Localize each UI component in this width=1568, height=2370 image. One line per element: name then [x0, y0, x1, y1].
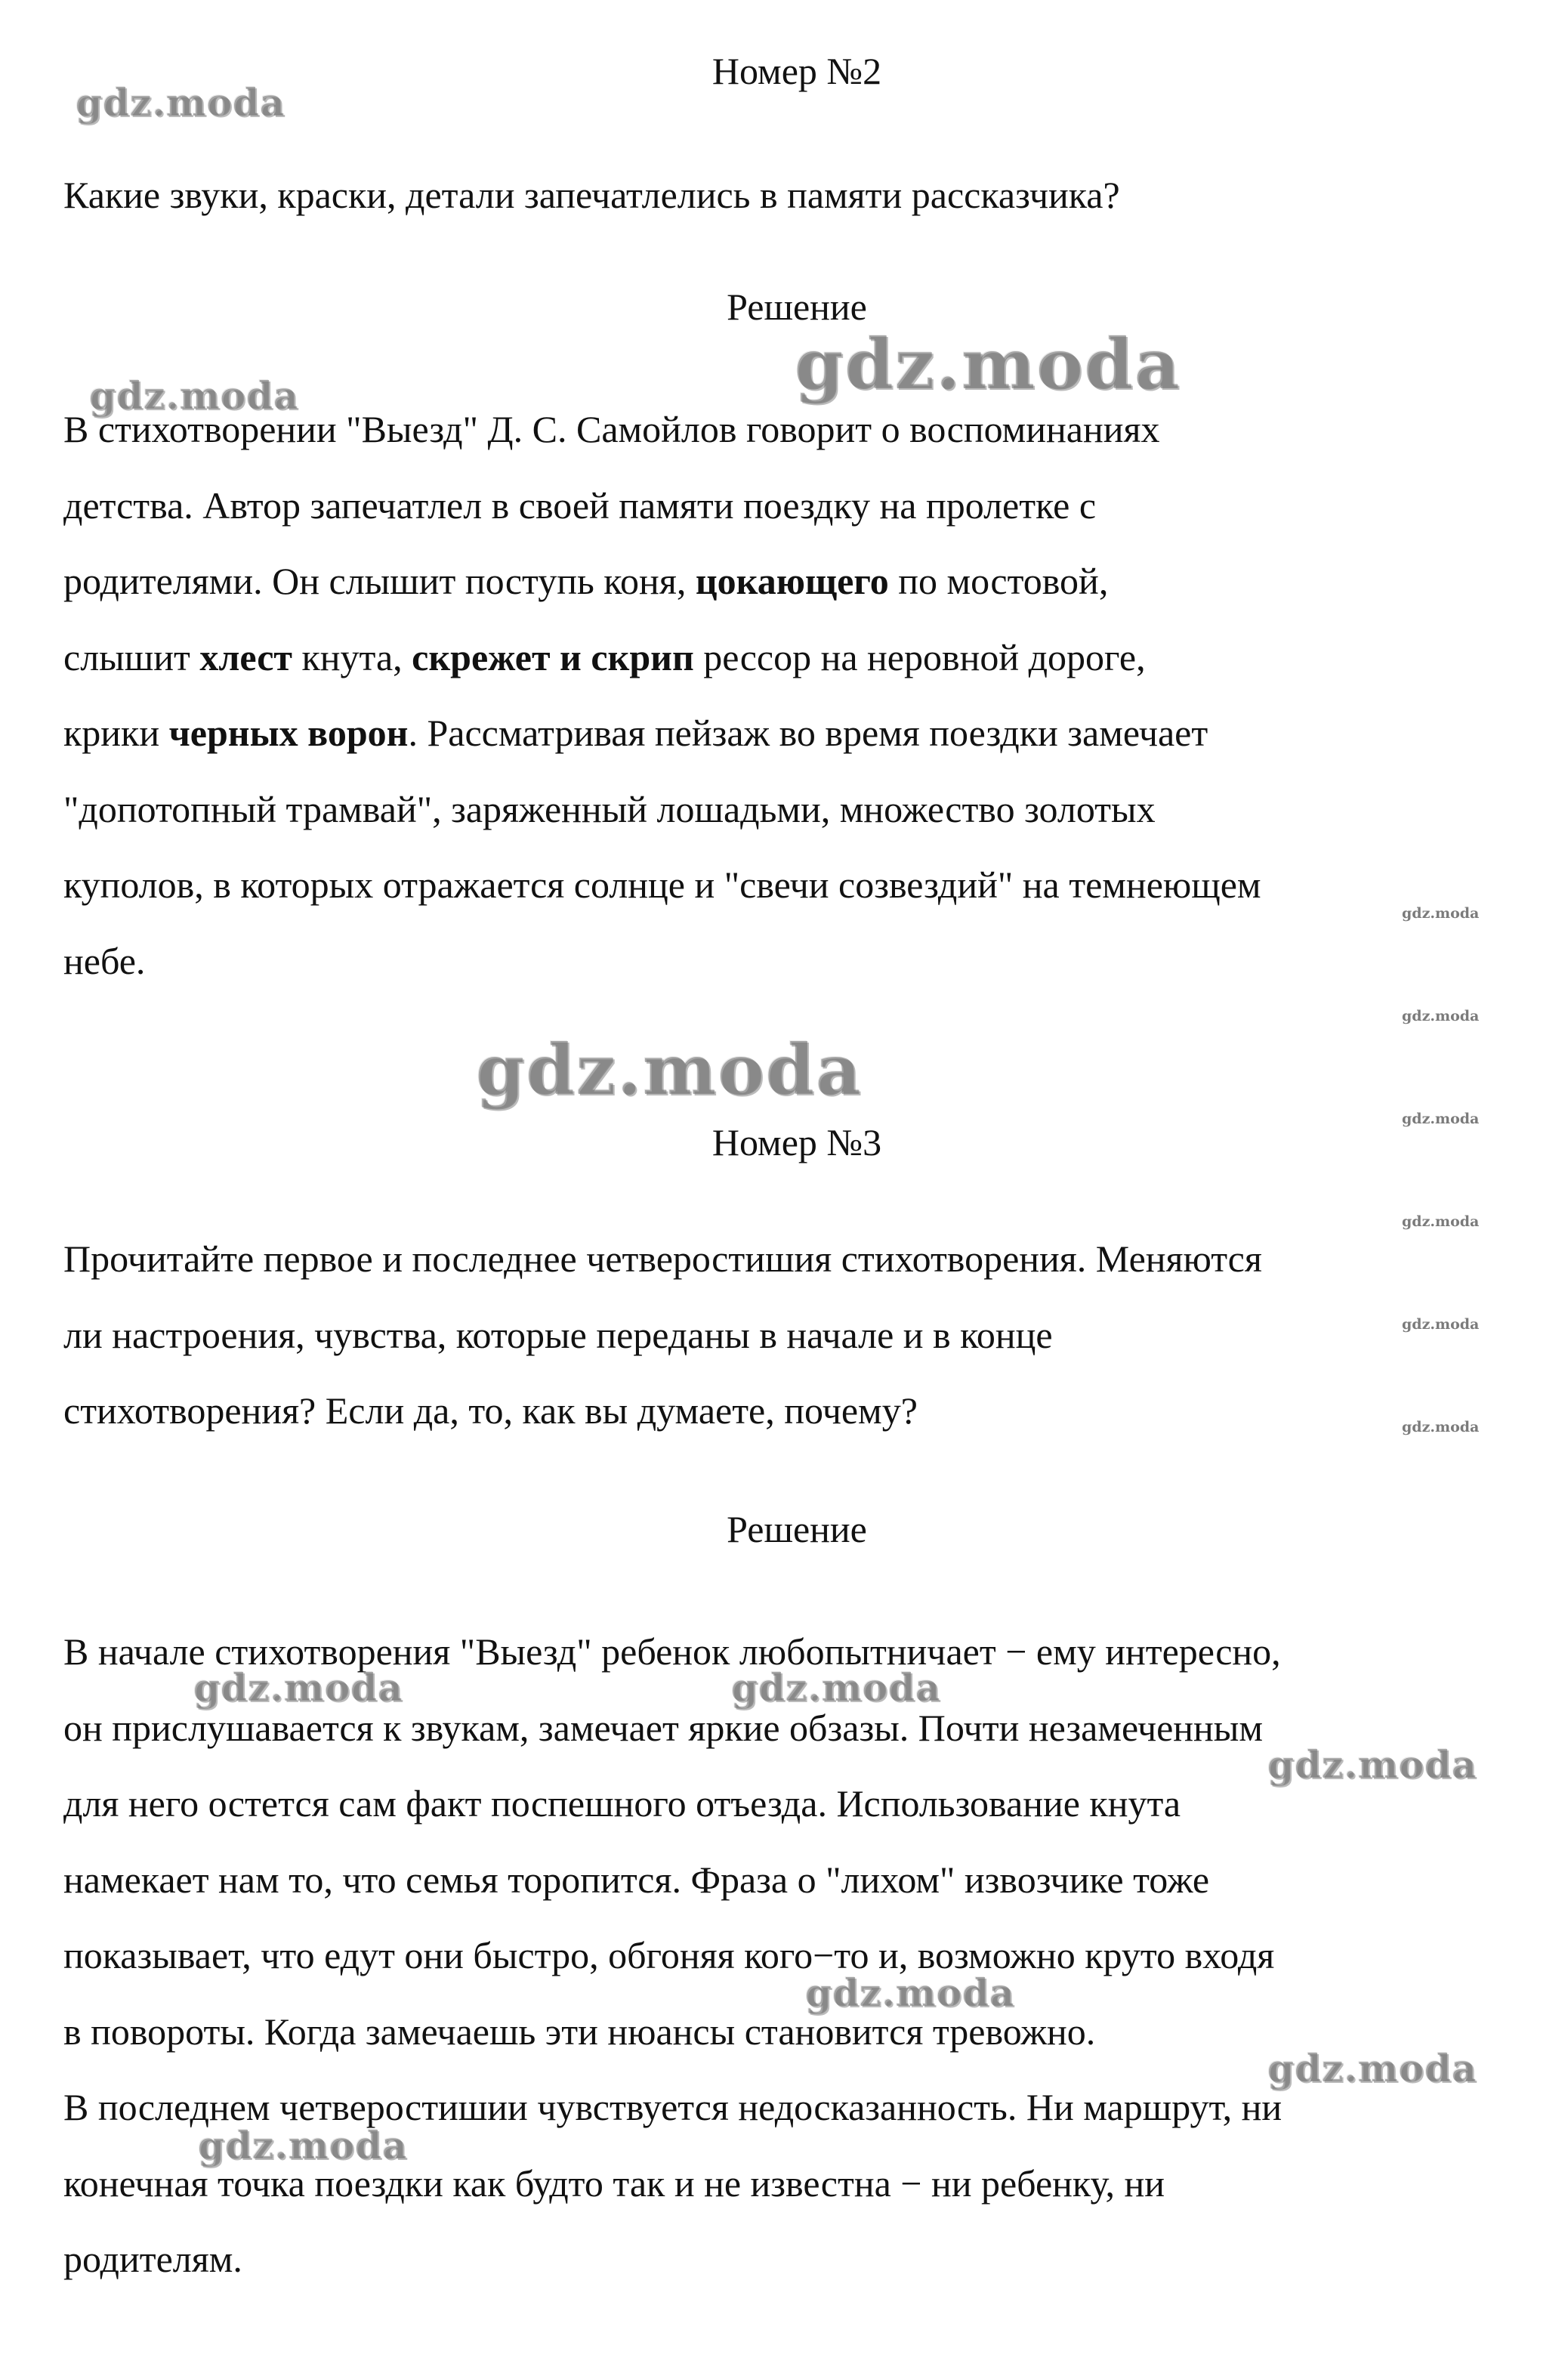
watermark: gdz.moda	[76, 80, 286, 125]
bold-term: черных ворон	[168, 712, 409, 754]
watermark: gdz.moda	[1402, 1419, 1480, 1435]
bold-term: хлест	[199, 635, 292, 678]
task-3-answer: В начале стихотворения "Выезд" ребенок любопытничает − ему интересно, он прислушавается к звукам, замечает яркие обзазы. Почти незамеченным для него остется сам факт поспешного отъезда. Использование кнута намекает нам то, что семья торопится. Фраза о "лихом" извозчике тоже показывает, что едут они быстро, обгоняя кого−то и, возможно круто входя в повороты. Когда замечаешь эти нюансы становится тревожно. В последнем четверостишии чувствуется недосказанность. Ни маршрут, ни конечная точка поездки как будто так и не известна − ни ребенку, ни родителям.	[63, 1630, 1282, 2280]
watermark: gdz.moda	[795, 323, 1181, 405]
watermark: gdz.moda	[1402, 905, 1480, 922]
bold-term: скрежет и скрип	[412, 635, 694, 678]
watermark: gdz.moda	[1402, 1213, 1480, 1230]
watermark: gdz.moda	[731, 1665, 941, 1710]
watermark: gdz.moda	[476, 1029, 863, 1111]
bold-term: цокающего	[695, 560, 889, 602]
task-2-answer: В стихотворении "Выезд" Д. С. Самойлов говорит о воспоминаниях детства. Автор запечатлел в своей памяти поездку на пролетке с родителями. Он слышит поступь коня, цокающего по мостовой, слышит хлест кнута, скрежет и скрип рессор на неровной дороге, крики черных ворон. Рассматривая пейзаж во время поездки замечает "допотопный трамвай", заряженный лошадьми, множество золотых куполов, в которых отражается солнце и "свечи созвездий" на темнеющем небе.	[63, 408, 1261, 982]
task-2-question: Какие звуки, краски, детали запечатлелись в памяти рассказчика?	[63, 174, 1120, 216]
task-3-question: Прочитайте первое и последнее четверостишия стихотворения. Меняются ли настроения, чувства, которые переданы в начале и в конце стихотворения? Если да, то, как вы думаете, почему?	[63, 1238, 1262, 1432]
task-2-title: Номер №2	[711, 50, 882, 92]
watermark: gdz.moda	[1402, 1111, 1480, 1127]
watermark: gdz.moda	[89, 373, 299, 418]
watermark: gdz.moda	[1267, 2046, 1477, 2090]
task-3-solution-label: Решение	[727, 1508, 867, 1550]
watermark: gdz.moda	[1402, 1008, 1480, 1024]
watermark: gdz.moda	[193, 1665, 403, 1710]
watermark: gdz.moda	[1267, 1742, 1477, 1787]
task-2-solution-label: Решение	[727, 286, 867, 328]
watermark: gdz.moda	[805, 1970, 1015, 2015]
watermark: gdz.moda	[198, 2123, 408, 2168]
watermark: gdz.moda	[1402, 1316, 1480, 1333]
task-3-title: Номер №3	[711, 1121, 882, 1163]
